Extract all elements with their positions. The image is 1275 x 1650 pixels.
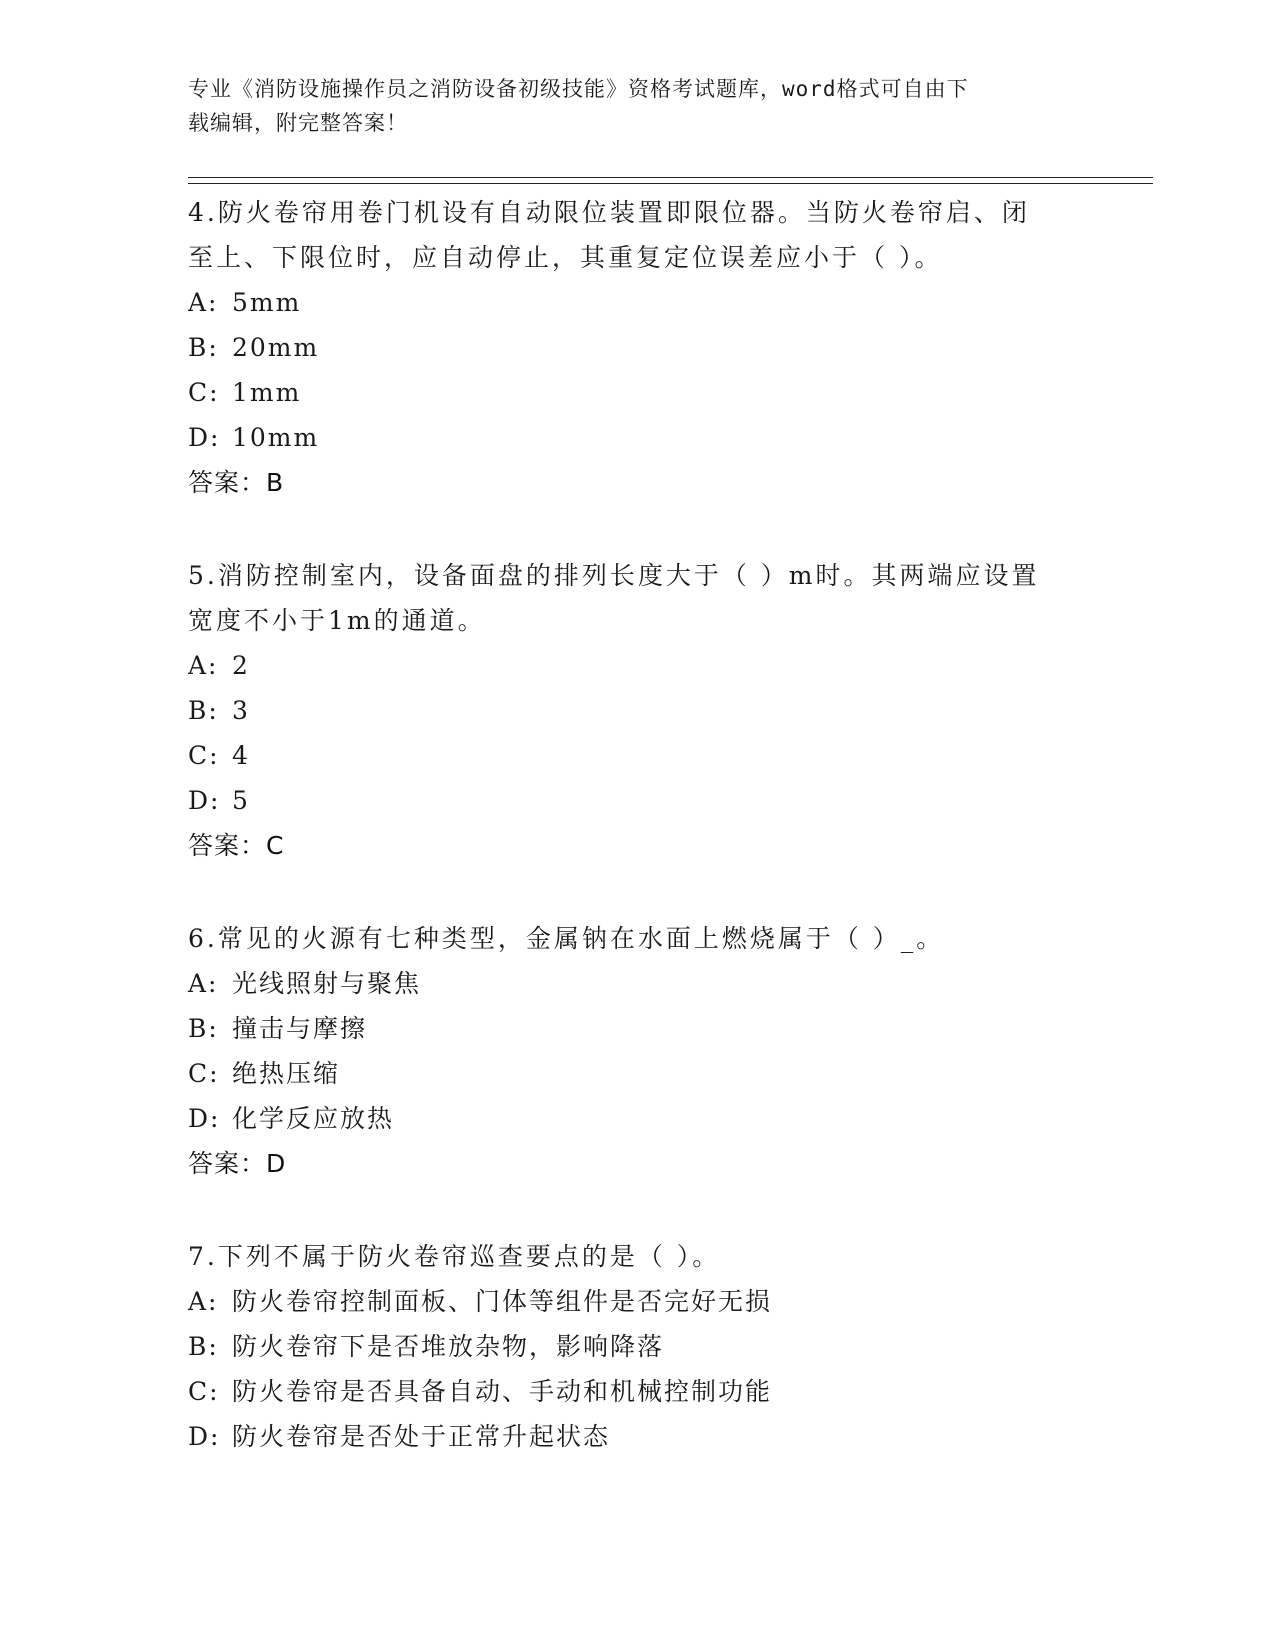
- option-label: A:: [188, 651, 219, 680]
- option-b: [188, 1006, 1088, 1051]
- option-a: [188, 643, 1088, 688]
- option-label: D:: [188, 1422, 221, 1451]
- option-c: [188, 1369, 1088, 1414]
- option-label: D:: [188, 786, 221, 815]
- option-text: 化学反应放热: [232, 1104, 395, 1133]
- option-d: [188, 1414, 1088, 1459]
- option-text: 3: [232, 696, 250, 725]
- option-label: B:: [188, 1014, 219, 1043]
- option-text: 光线照射与聚焦: [232, 969, 422, 998]
- question-stem-line: 6.常见的火源有七种类型，金属钠在水面上燃烧属于（ ）_。: [188, 924, 945, 953]
- option-c: [188, 733, 1088, 778]
- question-stem: [188, 1234, 1088, 1279]
- option-text: 防火卷帘控制面板、门体等组件是否完好无损: [232, 1287, 773, 1316]
- option-text: 防火卷帘下是否堆放杂物，影响降落: [232, 1332, 665, 1361]
- option-d: [188, 778, 1088, 823]
- option-text: 2: [232, 651, 250, 680]
- question-5: [188, 553, 1088, 868]
- option-label: B:: [188, 696, 219, 725]
- option-b: [188, 325, 1088, 370]
- question-stem-line: 4.防火卷帘用卷门机设有自动限位装置即限位器。当防火卷帘启、闭: [188, 198, 1030, 227]
- option-text: 20mm: [232, 333, 320, 362]
- option-label: A:: [188, 288, 219, 317]
- option-text: 防火卷帘是否处于正常升起状态: [232, 1422, 611, 1451]
- option-b: [188, 1324, 1088, 1369]
- question-stem-line: 7.下列不属于防火卷帘巡查要点的是（ ）。: [188, 1242, 721, 1271]
- question-stem: [188, 916, 1088, 961]
- question-stem: [188, 553, 1088, 643]
- spacer: [188, 868, 1088, 916]
- spacer: [188, 1186, 1088, 1234]
- question-stem: [188, 190, 1088, 280]
- header-line-2: 载编辑，附完整答案！: [188, 111, 408, 135]
- document-header: [188, 72, 1068, 140]
- option-label: C:: [188, 378, 220, 407]
- option-a: [188, 961, 1088, 1006]
- answer-line: 答案：D: [188, 1149, 287, 1178]
- option-text: 10mm: [232, 423, 320, 452]
- answer-line: 答案：C: [188, 831, 285, 860]
- option-label: B:: [188, 333, 219, 362]
- header-rule-bottom: [188, 183, 1153, 184]
- option-text: 撞击与摩擦: [232, 1014, 368, 1043]
- option-b: [188, 688, 1088, 733]
- option-d: [188, 415, 1088, 460]
- option-d: [188, 1096, 1088, 1141]
- question-stem-line: 5.消防控制室内，设备面盘的排列长度大于（ ）m时。其两端应设置: [188, 561, 1040, 590]
- option-text: 5: [232, 786, 250, 815]
- option-text: 1mm: [232, 378, 302, 407]
- option-c: [188, 370, 1088, 415]
- question-stem-line: 至上、下限位时，应自动停止，其重复定位误差应小于（ ）。: [188, 243, 943, 272]
- header-line-1: 专业《消防设施操作员之消防设备初级技能》资格考试题库，word格式可自由下: [188, 77, 969, 101]
- option-label: C:: [188, 1377, 220, 1406]
- option-label: A:: [188, 1287, 219, 1316]
- option-text: 绝热压缩: [232, 1059, 341, 1088]
- question-4: [188, 190, 1088, 505]
- option-text: 5mm: [232, 288, 302, 317]
- option-label: C:: [188, 741, 220, 770]
- answer-line: 答案：B: [188, 468, 285, 497]
- option-text: 防火卷帘是否具备自动、手动和机械控制功能: [232, 1377, 773, 1406]
- option-a: [188, 280, 1088, 325]
- question-list: [188, 190, 1088, 1459]
- option-c: [188, 1051, 1088, 1096]
- option-label: B:: [188, 1332, 219, 1361]
- option-label: A:: [188, 969, 219, 998]
- option-label: D:: [188, 423, 221, 452]
- option-a: [188, 1279, 1088, 1324]
- spacer: [188, 505, 1088, 553]
- question-7: [188, 1234, 1088, 1459]
- header-rule-top: [188, 177, 1153, 178]
- question-6: [188, 916, 1088, 1186]
- option-label: D:: [188, 1104, 221, 1133]
- option-text: 4: [232, 741, 250, 770]
- question-stem-line: 宽度不小于1m的通道。: [188, 606, 486, 635]
- option-label: C:: [188, 1059, 220, 1088]
